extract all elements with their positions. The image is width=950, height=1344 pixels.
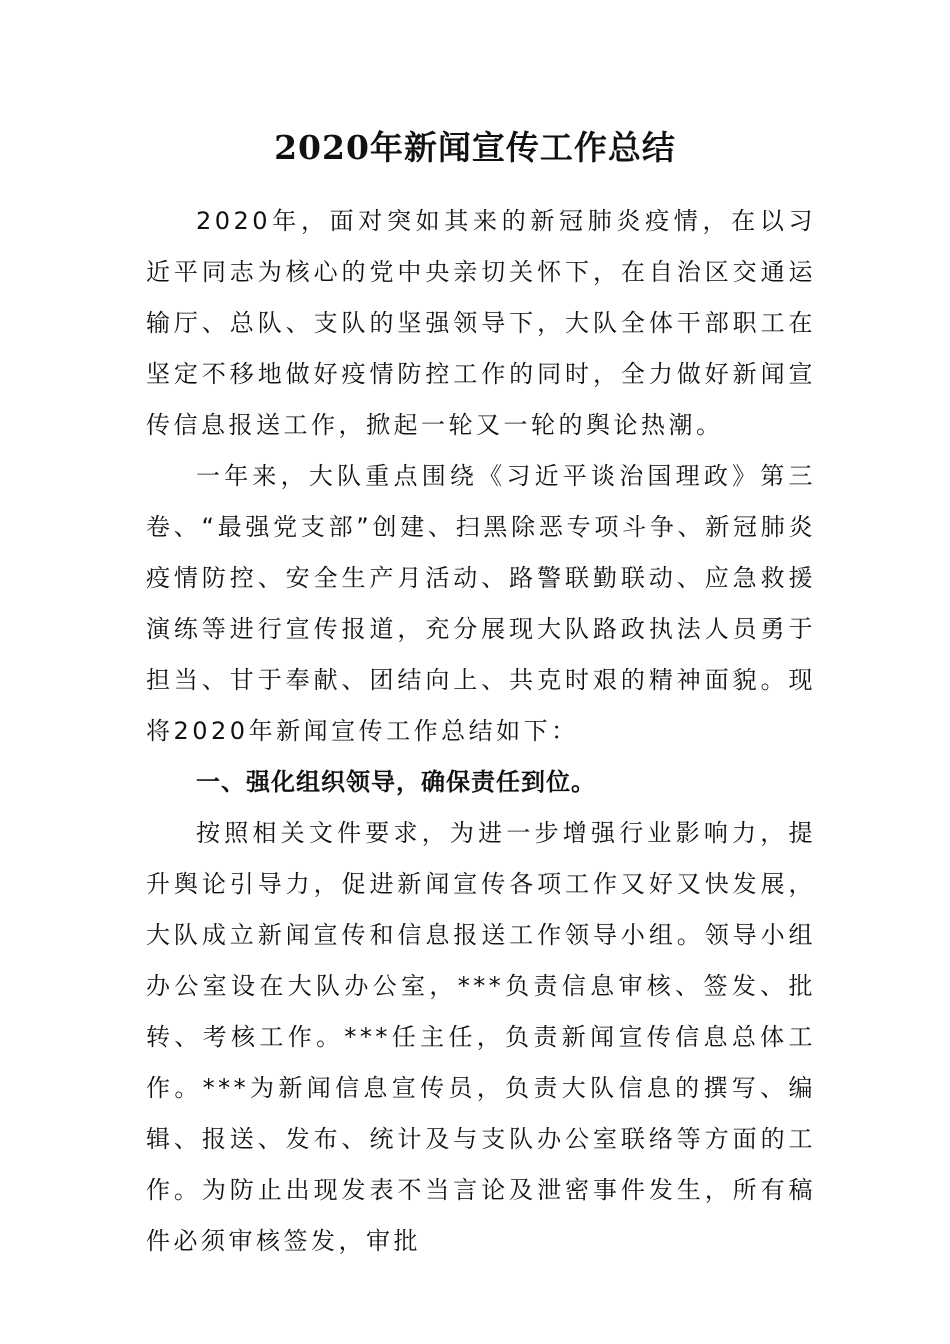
section-paragraph: 按照相关文件要求，为进一步增强行业影响力，提升舆论引导力，促进新闻宣传各项工作又好又快发展，大队成立新闻宣传和信息报送工作领导小组。领导小组办公室设在大队办公室，***负责信息审核、签发、批转、考核工作。***任主任，负责新闻宣传信息总体工作。***为新闻信息宣传员，负责大队信息的撰写、编辑、报送、发布、统计及与支队办公室联络等方面的工作。为防止出现发表不当言论及泄密事件发生，所有稿件必须审核签发，审批 (146, 819, 816, 1255)
document-title: 2020年新闻宣传工作总结 (274, 128, 676, 167)
section-heading: 一、强化组织领导，确保责任到位。 (196, 768, 596, 796)
intro-paragraph: 2020年，面对突如其来的新冠肺炎疫情，在以习近平同志为核心的党中央亲切关怀下，在自治区交通运输厅、总队、支队的坚强领导下，大队全体干部职工在坚定不移地做好疫情防控工作的同时，全力做好新闻宣传信息报送工作，掀起一轮又一轮的舆论热潮。 (146, 207, 816, 439)
overview-paragraph: 一年来，大队重点围绕《习近平谈治国理政》第三卷、“最强党支部”创建、扫黑除恶专项斗争、新冠肺炎疫情防控、安全生产月活动、路警联勤联动、应急救援演练等进行宣传报道，充分展现大队路政执法人员勇于担当、甘于奉献、团结向上、共克时艰的精神面貌。现将2020年新闻宣传工作总结如下： (146, 462, 816, 745)
document-body (146, 196, 816, 1267)
